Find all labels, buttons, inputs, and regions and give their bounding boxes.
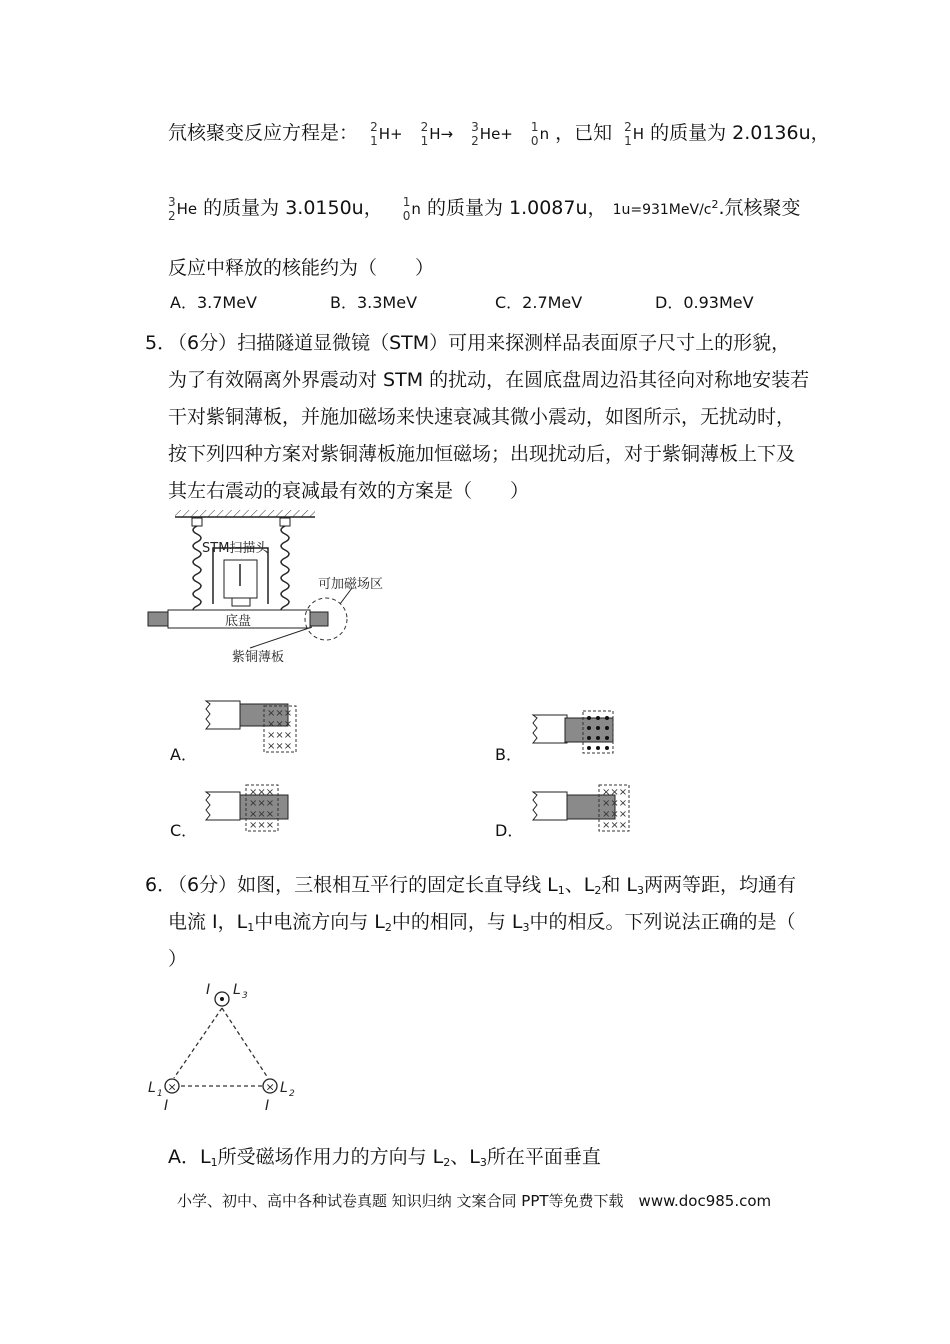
- svg-text:×××: ×××: [602, 820, 628, 831]
- nuclide-h2-b: 2 1 H→: [420, 119, 454, 148]
- q4-option-a: A．3.7MeV: [170, 293, 257, 312]
- svg-text:L: L: [280, 1080, 288, 1096]
- stm-figure: [140, 508, 410, 673]
- q6-option-a: A．$L_1$所受磁场作用力的方向与 $L_2$、$L_3$所在平面垂直: [168, 1146, 601, 1169]
- q5-option-b: B．: [495, 745, 522, 764]
- wires-figure: [140, 978, 310, 1118]
- q6-line-3: ）: [168, 948, 188, 970]
- q5-option-c: C．: [170, 821, 198, 840]
- q4-option-c: C．2.7MeV: [495, 293, 583, 312]
- nuclide-h2-a: 2 1 H+: [370, 119, 403, 148]
- q4-h-mass: 的质量为 2.0136u，: [650, 122, 830, 144]
- svg-text:×××: ×××: [249, 809, 275, 820]
- option-d-figure: [527, 782, 637, 834]
- q5-line-4: 按下列四种方案对紫铜薄板施加恒磁场；出现扰动后，对于紫铜薄板上下及: [168, 443, 796, 465]
- q6-number: 6．: [145, 874, 177, 896]
- option-c-figure: [200, 782, 300, 834]
- svg-text:I: I: [164, 1098, 169, 1114]
- q4-question-line: 反应中释放的核能约为（ ）: [168, 257, 435, 279]
- q6-line-1: （6分）如图，三根相互平行的固定长直导线 $L_1$、$L_2$和 $L_3$两两等距，均通有: [168, 874, 796, 897]
- plate-pointer: [250, 627, 312, 648]
- q4-mass-line: 3 2 He 的质量为 3.0150u， 1 0 n 的质量为 1.0087u， $1u=931MeV/c^2$.氘核聚变: [168, 194, 801, 223]
- svg-text:×: ×: [265, 1080, 275, 1094]
- q4-n-mass: 的质量为 1.0087u，: [426, 197, 607, 219]
- option-b-figure: [527, 708, 627, 756]
- svg-text:×××: ×××: [267, 719, 293, 730]
- q4-intro: 氘核聚变反应方程是：: [168, 122, 359, 144]
- q6-line-2: 电流 I，$L_1$中电流方向与 $L_2$中的相同，与 $L_3$中的相反。下列说法正确的是（: [168, 911, 796, 934]
- q5-option-a: A．: [170, 745, 197, 764]
- svg-text:×××: ×××: [267, 741, 293, 752]
- nuclide-he3-mass: 3 2 He: [168, 194, 198, 223]
- q5-line-5: 其左右震动的衰减最有效的方案是（ ）: [168, 480, 530, 502]
- svg-text:I: I: [206, 982, 211, 998]
- q5-line-1: （6分）扫描隧道显微镜（STM）可用来探测样品表面原子尺寸上的形貌，: [168, 332, 791, 354]
- q5-line-2: 为了有效隔离外界震动对 STM 的扰动，在圆底盘周边沿其径向对称地安装若: [168, 369, 810, 391]
- svg-text:3: 3: [242, 991, 248, 1001]
- q4-tail: .氘核聚变: [718, 197, 801, 219]
- base-label: 底盘: [225, 614, 252, 629]
- nuclide-h2-known: 2 1 H: [624, 119, 645, 148]
- q5-line-3: 干对紫铜薄板，并施加磁场来快速衰减其微小震动，如图所示，无扰动时，: [168, 406, 796, 428]
- q5-option-d: D．: [495, 821, 524, 840]
- svg-text:×××: ×××: [267, 730, 293, 741]
- ceiling-hatch: [175, 510, 315, 517]
- plate-label: 紫铜薄板: [232, 650, 285, 665]
- svg-text:×××: ×××: [602, 809, 628, 820]
- svg-text:×××: ×××: [249, 820, 275, 831]
- q4-equation-line: [168, 118, 830, 148]
- nuclide-n-mass: 1 0 n: [402, 194, 421, 223]
- nuclide-n: 1 0 n: [530, 119, 550, 148]
- svg-text:×: ×: [167, 1080, 177, 1094]
- svg-text:×××: ×××: [267, 708, 293, 719]
- right-mount: [280, 518, 290, 526]
- svg-text:L: L: [233, 982, 241, 998]
- svg-text:L: L: [148, 1080, 156, 1096]
- q5-number: 5．: [145, 332, 177, 354]
- q4-known: ，已知: [555, 122, 613, 144]
- q4-option-d: D．0.93MeV: [655, 293, 754, 312]
- svg-text:1: 1: [157, 1089, 163, 1099]
- right-spring: [281, 526, 289, 622]
- q4-unit: 1u=931MeV/c: [612, 202, 712, 218]
- q4-option-b: B．3.3MeV: [330, 293, 418, 312]
- page-footer: 小学、初中、高中各种试卷真题 知识归纳 文案合同 PPT等免费下载 www.doc985.com: [177, 1192, 772, 1210]
- left-mount: [192, 518, 202, 526]
- svg-text:×××: ×××: [249, 787, 275, 798]
- option-a-figure: [200, 698, 300, 756]
- svg-text:I: I: [265, 1098, 270, 1114]
- stm-label: STM扫描头: [202, 541, 269, 556]
- svg-text:×××: ×××: [249, 798, 275, 809]
- nuclide-he3: 3 2 He+: [471, 119, 513, 148]
- svg-text:2: 2: [289, 1089, 295, 1099]
- svg-text:×××: ×××: [602, 798, 628, 809]
- left-spring: [193, 526, 201, 622]
- left-copper-plate: [148, 612, 168, 626]
- q4-he-mass: 的质量为 3.0150u，: [203, 197, 383, 219]
- svg-text:×××: ×××: [602, 787, 628, 798]
- field-label: 可加磁场区: [318, 577, 384, 592]
- right-copper-plate: [310, 612, 328, 626]
- sample: [232, 598, 250, 606]
